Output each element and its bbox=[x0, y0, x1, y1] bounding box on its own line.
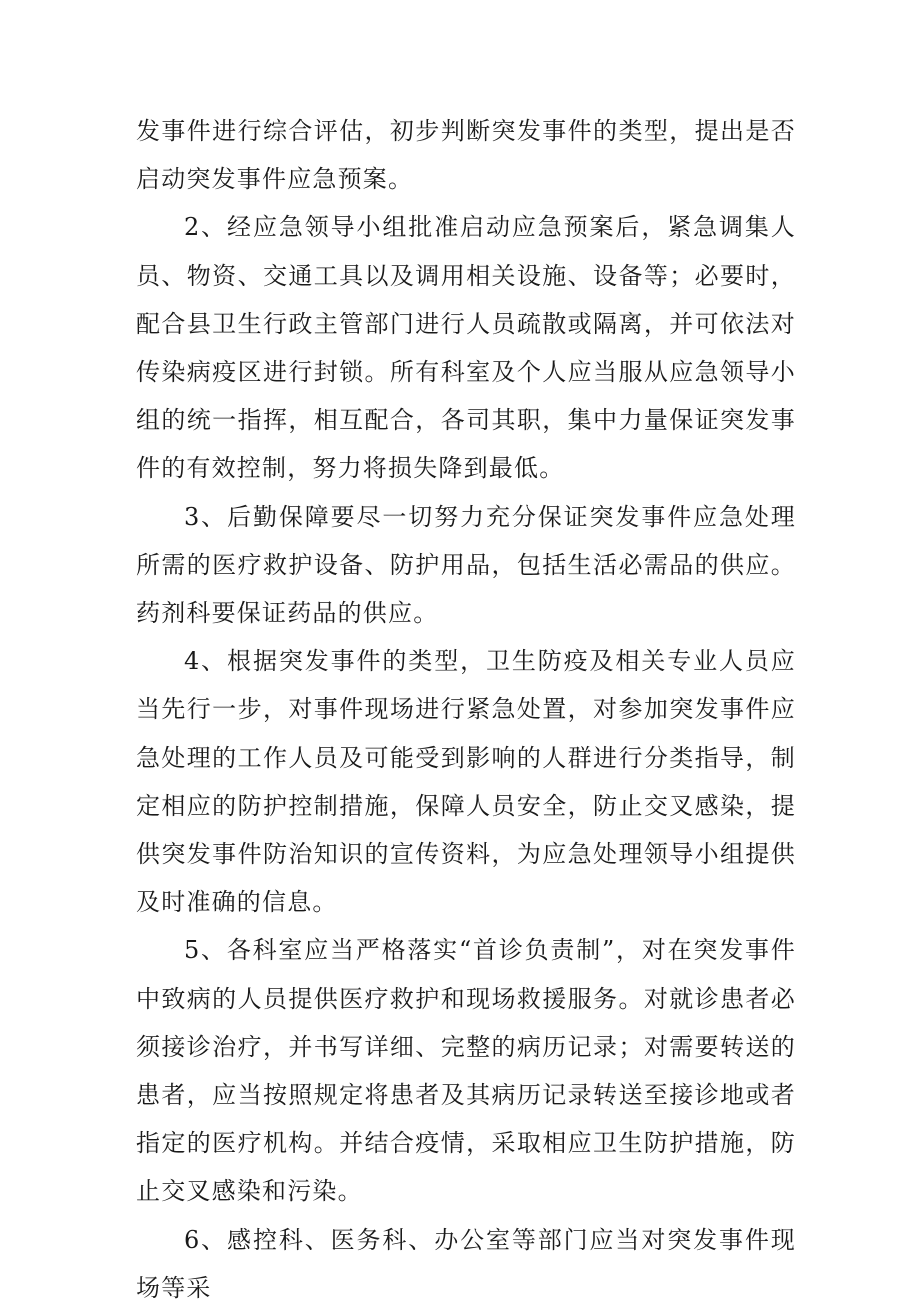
paragraph-item-3: 3、后勤保障要尽一切努力充分保证突发事件应急处理所需的医疗救护设备、防护用品，包括生活必需品的供应。药剂科要保证药品的供应。 bbox=[136, 502, 796, 628]
paragraph-item-4: 4、根据突发事件的类型，卫生防疫及相关专业人员应当先行一步，对事件现场进行紧急处置，对参加突发事件应急处理的工作人员及可能受到影响的人群进行分类指导，制定相应的防护控制措施，保障人员安全，防止交叉感染，提供突发事件防治知识的宣传资料，为应急处理领导小组提供及时准确的信息。 bbox=[136, 647, 796, 917]
paragraph-continued: 发事件进行综合评估，初步判断突发事件的类型，提出是否启动突发事件应急预案。 bbox=[136, 117, 796, 194]
paragraph-item-6: 6、感控科、医务科、办公室等部门应当对突发事件现场等采 bbox=[136, 1225, 796, 1302]
paragraph-item-5: 5、各科室应当严格落实“首诊负责制”，对在突发事件中致病的人员提供医疗救护和现场救援服务。对就诊患者必须接诊治疗，并书写详细、完整的病历记录；对需要转送的患者，应当按照规定将患者及其病历记录转送至接诊地或者指定的医疗机构。并结合疫情，采取相应卫生防护措施，防止交叉感染和污染。 bbox=[136, 936, 796, 1206]
document-body bbox=[136, 107, 796, 1312]
paragraph-item-2: 2、经应急领导小组批准启动应急预案后，紧急调集人员、物资、交通工具以及调用相关设施、设备等；必要时，配合县卫生行政主管部门进行人员疏散或隔离，并可依法对传染病疫区进行封锁。所有科室及个人应当服从应急领导小组的统一指挥，相互配合，各司其职，集中力量保证突发事件的有效控制，努力将损失降到最低。 bbox=[136, 213, 796, 483]
